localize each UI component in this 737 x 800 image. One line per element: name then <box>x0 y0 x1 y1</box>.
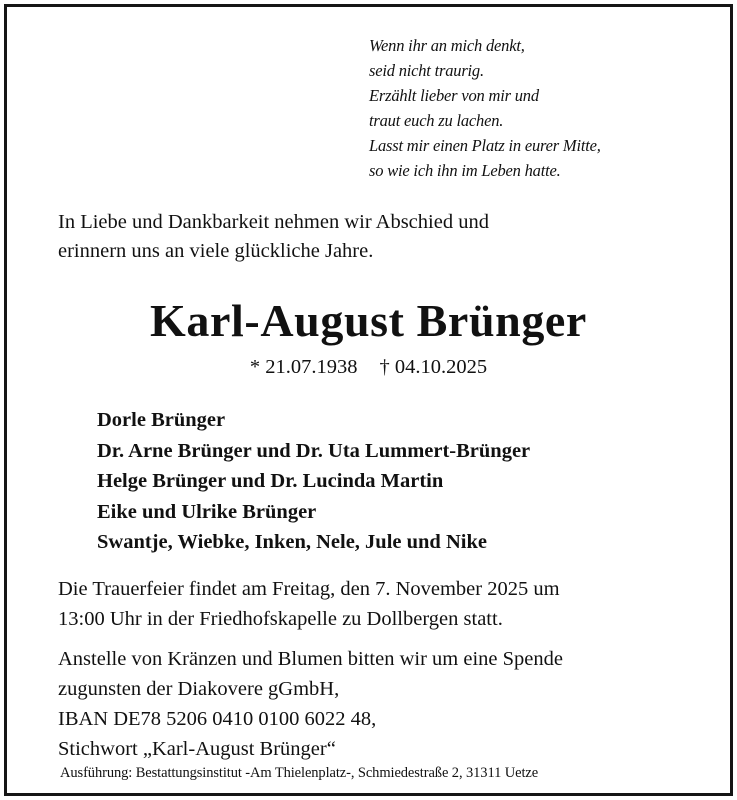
death-date: † 04.10.2025 <box>379 356 488 378</box>
poem-line: Erzählt lieber von mir und <box>369 86 539 105</box>
poem <box>369 33 601 183</box>
service-line: Die Trauerfeier findet am Freitag, den 7. November 2025 um <box>58 578 560 600</box>
intro-text <box>58 208 489 266</box>
donation-line: Stichwort „Karl-August Brünger“ <box>58 738 336 760</box>
birth-date: * 21.07.1938 <box>249 356 358 378</box>
donation-info <box>58 644 563 764</box>
donation-line: Anstelle von Kränzen und Blumen bitten wir um eine Spende <box>58 648 563 670</box>
funeral-home-footer: Ausführung: Bestattungsinstitut -Am Thielenplatz-, Schmiedestraße 2, 31311 Uetze <box>60 765 539 781</box>
poem-line: so wie ich ihn im Leben hatte. <box>369 161 561 180</box>
poem-line: seid nicht traurig. <box>369 61 484 80</box>
mourner-entry: Dr. Arne Brünger und Dr. Uta Lummert-Brünger <box>97 439 531 462</box>
service-line: 13:00 Uhr in der Friedhofskapelle zu Dollbergen statt. <box>58 608 503 630</box>
funeral-service-info <box>58 574 560 634</box>
mourner-entry: Swantje, Wiebke, Inken, Nele, Jule und Nike <box>97 531 487 553</box>
poem-line: Lasst mir einen Platz in eurer Mitte, <box>369 136 601 155</box>
intro-line: In Liebe und Dankbarkeit nehmen wir Abschied und <box>58 211 489 233</box>
intro-line: erinnern uns an viele glückliche Jahre. <box>58 240 374 262</box>
mourner-entry: Helge Brünger und Dr. Lucinda Martin <box>97 470 444 492</box>
poem-line: Wenn ihr an mich denkt, <box>369 36 525 55</box>
mourner-entry: Eike und Ulrike Brünger <box>97 500 317 523</box>
life-dates <box>0 356 737 379</box>
donation-line: zugunsten der Diakovere gGmbH, <box>58 678 340 700</box>
donation-line: IBAN DE78 5206 0410 0100 6022 48, <box>58 708 377 730</box>
deceased-name: Karl-August Brünger <box>150 295 587 346</box>
mourner-entry: Dorle Brünger <box>97 409 226 431</box>
mourners-list <box>97 405 530 558</box>
poem-line: traut euch zu lachen. <box>369 111 504 130</box>
